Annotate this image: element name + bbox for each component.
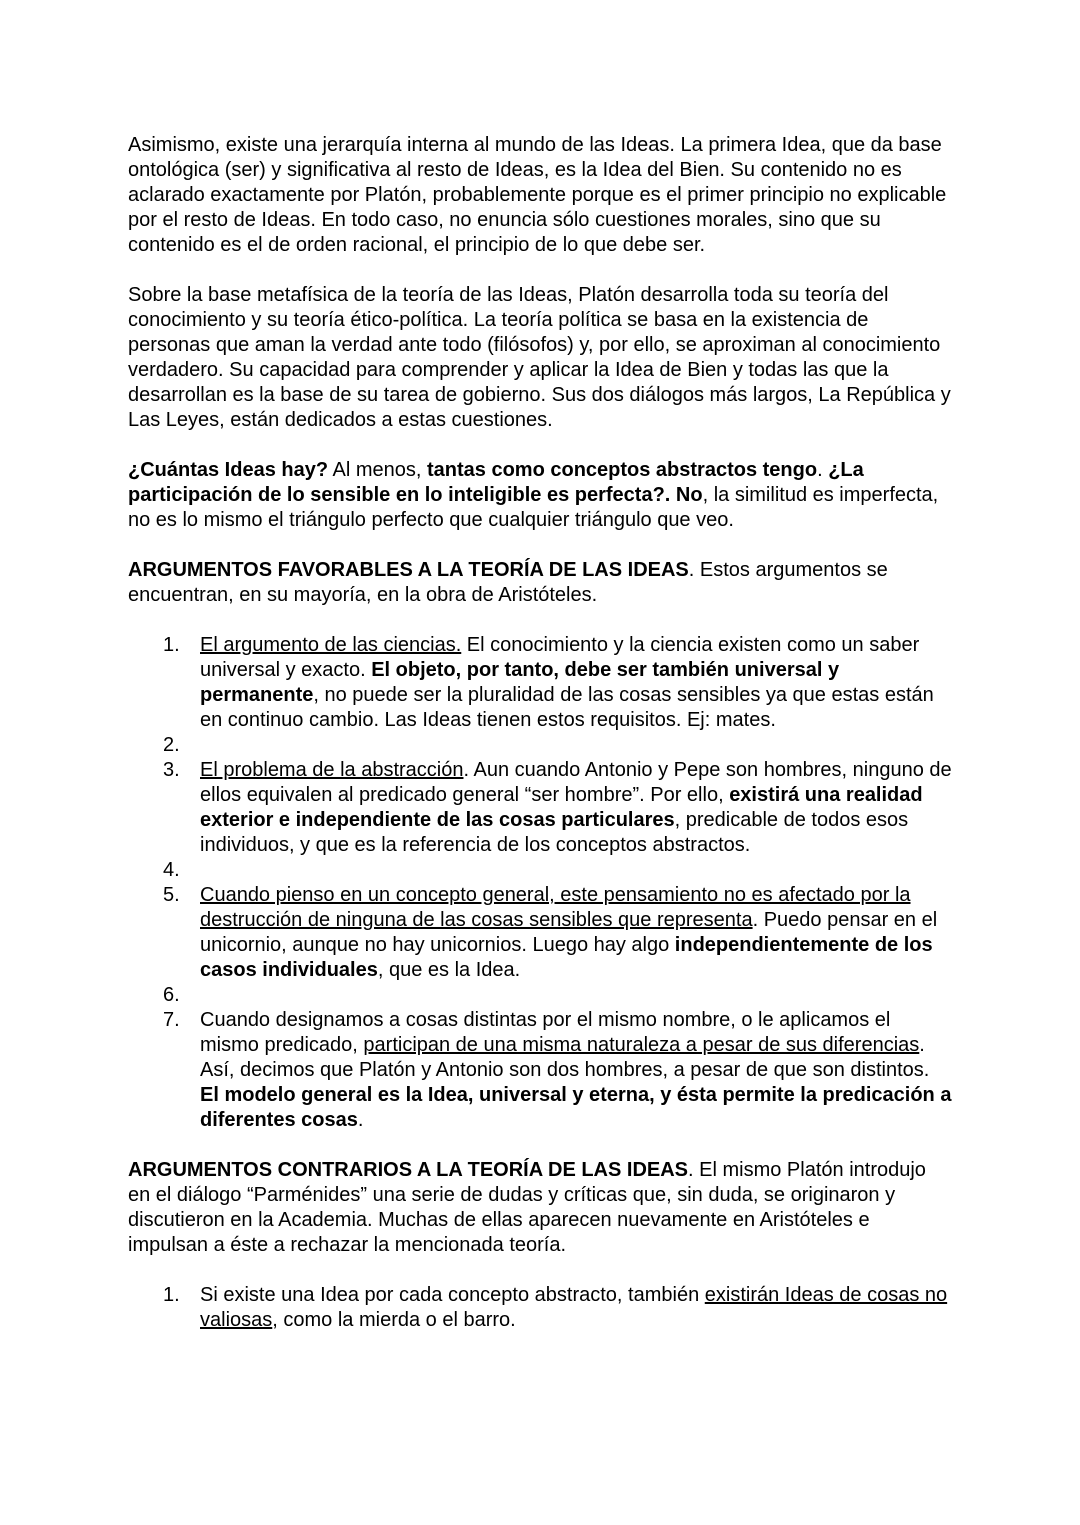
text-run: .: [817, 459, 829, 481]
text-run: Asimismo, existe una jerarquía interna al mundo de las Ideas. La primera Idea, que da base ontológica (ser) y significativa al resto de Ideas, es la Idea del Bien. Su contenido no es aclarado exactamente por Platón, probablemente porque es el primer principio no explicable por el resto de Ideas. En todo caso, no enuncia sólo cuestiones morales, sino que su contenido es el de orden racional, el principio de lo que debe ser.: [128, 134, 947, 256]
list-item-text: [200, 883, 952, 983]
text-run: . Aun cuando Antonio y Pepe son hombres, ninguno de ellos equivalen al predicado general “ser hombre”. Por ello,: [200, 759, 952, 806]
favorables-arguments-list: [128, 633, 952, 1133]
text-run: El conocimiento y la ciencia existen como un saber universal y exacto.: [200, 634, 920, 681]
list-item-number: 5.: [163, 884, 180, 906]
heading-argumentos-favorables: [128, 558, 952, 608]
list-item-mismo-nombre: [128, 1008, 952, 1133]
text-run: . Así, decimos que Platón y Antonio son dos hombres, a pesar de que son distintos.: [200, 1034, 930, 1081]
list-item-text: [200, 1008, 952, 1133]
text-run-bold: independientemente de los casos individuales: [200, 934, 933, 981]
text-run-underline: El problema de la abstracción: [200, 759, 464, 781]
text-run: Si existe una Idea por cada concepto abstracto, también: [200, 1284, 705, 1306]
text-run-bold: tantas como conceptos abstractos tengo: [427, 459, 818, 481]
list-item-number: 4.: [163, 859, 180, 881]
text-run: . El mismo Platón introdujo en el diálogo “Parménides” una serie de dudas y críticas que, sin duda, se originaron y discutieron en la Academia. Muchas de ellas aparecen nuevamente en Aristóteles e impulsan a éste a rechazar la mencionada teoría.: [128, 1159, 926, 1256]
list-item-number: 6.: [163, 984, 180, 1006]
text-run-bold: El modelo general es la Idea, universal y eterna, y ésta permite la predicación a diferentes cosas: [200, 1084, 952, 1131]
text-run-bold: El objeto, por tanto, debe ser también universal y permanente: [200, 659, 840, 706]
list-item-text: [200, 1283, 952, 1333]
text-run: , predicable de todos esos individuos, y que es la referencia de los conceptos abstractos.: [200, 809, 909, 856]
list-item-ideas-no-valiosas: [128, 1283, 952, 1333]
list-item-number: 2.: [163, 734, 180, 756]
list-item-empty: [128, 733, 952, 758]
list-item-text: [200, 733, 952, 758]
contrarios-arguments-list: [128, 1283, 952, 1333]
text-run: Sobre la base metafísica de la teoría de las Ideas, Platón desarrolla toda su teoría del conocimiento y su teoría ético-política. La teoría política se basa en la existencia de personas que aman la verdad ante todo (filósofos) y, por ello, se aproximan al conocimiento verdadero. Su capacidad para comprender y aplicar la Idea de Bien y todas las que la desarrollan es la base de su tarea de gobierno. Sus dos diálogos más largos, La República y Las Leyes, están dedicados a estas cuestiones.: [128, 284, 951, 431]
list-item-number: 1.: [163, 1284, 180, 1306]
text-run-underline: participan de una misma naturaleza a pesar de sus diferencias: [363, 1034, 920, 1056]
text-run: , que es la Idea.: [377, 959, 521, 981]
text-run-bold: ¿Cuántas Ideas hay?: [128, 459, 329, 481]
list-item-text: [200, 983, 952, 1008]
text-run-underline: Cuando pienso en un concepto general, este pensamiento no es afectado por la destrucción de ninguna de las cosas sensibles que representa: [200, 884, 911, 931]
list-item-concepto-general: [128, 883, 952, 983]
text-run: .: [357, 1109, 364, 1131]
paragraph-base-metafisica: [128, 283, 952, 433]
text-run-bold: ARGUMENTOS FAVORABLES A LA TEORÍA DE LAS IDEAS: [128, 559, 689, 581]
paragraph-cuantas-ideas: [128, 458, 952, 533]
list-item-argumento-ciencias: [128, 633, 952, 733]
text-run-bold: existirá una realidad exterior e independiente de las cosas particulares: [200, 784, 923, 831]
text-run: Cuando designamos a cosas distintas por el mismo nombre, o le aplicamos el mismo predicado,: [200, 1009, 891, 1056]
text-run: . Estos argumentos se encuentran, en su mayoría, en la obra de Aristóteles.: [128, 559, 888, 606]
text-run-bold: ARGUMENTOS CONTRARIOS A LA TEORÍA DE LAS IDEAS: [128, 1159, 689, 1181]
list-item-text: [200, 858, 952, 883]
text-run: , la similitud es imperfecta, no es lo mismo el triángulo perfecto que cualquier triángulo que veo.: [128, 484, 939, 531]
text-run: , no puede ser la pluralidad de las cosas sensibles ya que estas están en continuo cambio. Las Ideas tienen estos requisitos. Ej: mates.: [200, 684, 934, 731]
list-item-empty: [128, 983, 952, 1008]
list-item-text: [200, 633, 952, 733]
list-item-number: 1.: [163, 634, 180, 656]
list-item-empty: [128, 858, 952, 883]
list-item-text: [200, 758, 952, 858]
list-item-number: 3.: [163, 759, 180, 781]
paragraph-jerarquia-ideas: [128, 133, 952, 258]
text-run-bold: ¿La participación de lo sensible en lo inteligible es perfecta?. No: [128, 459, 864, 506]
list-item-problema-abstraccion: [128, 758, 952, 858]
text-run-underline: existirán Ideas de cosas no valiosas: [200, 1284, 948, 1331]
text-run-underline: El argumento de las ciencias.: [200, 634, 462, 656]
list-item-number: 7.: [163, 1009, 180, 1031]
text-run: . Puedo pensar en el unicornio, aunque no hay unicornios. Luego hay algo: [200, 909, 938, 956]
heading-argumentos-contrarios: [128, 1158, 952, 1258]
text-run: , como la mierda o el barro.: [272, 1309, 516, 1331]
text-run: Al menos,: [328, 459, 427, 481]
